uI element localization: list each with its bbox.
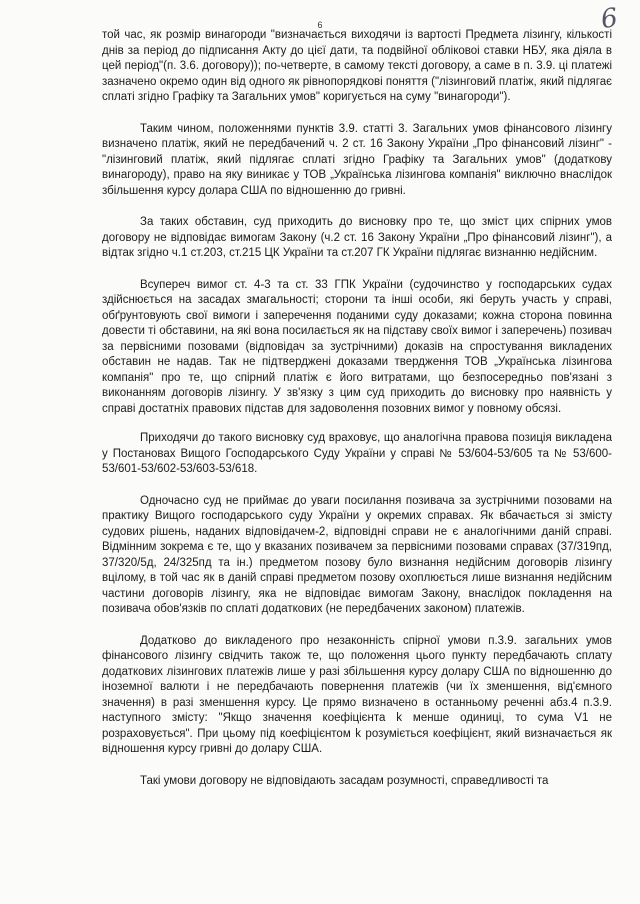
paragraph-burden-of-proof: Всупереч вимог ст. 4-3 та ст. 33 ГПК України (судочинство у господарських судах здійснюється на засадах змагальності; сторони та інші особи, які беруть участь у справі, обґрунтовують свої вимоги і заперечення поданими суду доказами; кожна сторона повинна довести ті обставини, на які вона посилається як на підставу своїх вимог і заперечень) позивач за первісними позовами (відповідач за зустрічними) доказів на спростування викладених обставин не надав. Так не підтверджені доказами твердження ТОВ „Українська лізингова компанія" про те, що спірний платіж є його витратами, що безпосередньо пов'язані з виконанням договорів лізингу. У зв'язку з цим суд приходить до висновку про наявність у справі достатніх правових підстав для задоволення позовних вимог у повному обсязі. <box>102 278 612 415</box>
paragraph-counterclaim-practice: Одночасно суд не приймає до уваги посилання позивача за зустрічними позовами на практику Вищого господарського суду України у окремих справах. Як вбачається зі змісту судових рішень, наданих відповідачем-2, відповідні справи не є аналогічними даній справі. Відмінним зокрема є те, що у вказаних позивачем за первісними позовами справах (37/319пд, 37/320/5д, 24/325пд та ін.) предметом позову було визнання недійсним договорів лізингу вцілому, в той час як в даній справі предметом позову охоплюється лише визнання недійсним частини договорів лізингу, яка не відповідає вимогам Закону, внаслідок покладення на позивача обов'язків по сплаті додаткових (не передбачених законом) платежів. <box>102 494 612 615</box>
paragraph-legal-position: Приходячи до такого висновку суд враховує, що аналогічна правова позиція викладена у Постановах Вищого Господарського Суду України у справі № 53/604-53/605 та № 53/600-53/601-53/602-53/603-53/618. <box>102 432 612 475</box>
page-number: 6 <box>317 20 323 30</box>
paragraph-continuation: той час, як розмір винагороди "визначається виходячи із вартості Предмета лізингу, кількості днів за період до підписання Акту до цієї дати, та подвійної обліковоі ставки НБУ, яка діяла в цей період"(п. 3.6. договору)); по-четверте, в самому тексті договору, а саме в п. 3.9. ці платежі зазначено окремо один від одного як рівнопорядкові поняття ("лізинговий платіж, який підлягає сплаті згідно Графіку та Загальних умов" коригується на суму "винагороди"). <box>102 29 612 103</box>
paragraph-additional-illegality: Додатково до викладеного про незаконність спірної умови п.3.9. загальних умов фінансового лізингу свідчить також те, що положення цього пункту передбачають сплату додаткових лізингових платежів лише у разі збільшення курсу долару США по відношенню до іноземної валюти і не передбачають повернення платежів (чи їх зменшення, від'ємного значення) в разі зменшення курсу. Це прямо визначено в останньому реченні абз.4 п.3.9. наступного змісту: "Якщо значення коефіцієнта k менше одиниці, то сума V1 не розраховується". При цьому під коефіцієнтом k розуміється коефіцієнт, який визначається як відношення курсу гривні до долару США. <box>102 634 612 755</box>
paragraph-conclusion-payment: Таким чином, положеннями пунктів 3.9. статті 3. Загальних умов фінансового лізингу визначено платіж, який не передбачений ч. 2 ст. 16 Закону України „Про фінансовий лізинг" - "лізинговий платіж, який підлягає сплаті згідно Графіку та Загальних умов" (додаткову винагороду), право на яку виникає у ТОВ „Українська лізингова компанія" виключно внаслідок збільшення курсу долара США по відношенню до гривні. <box>102 122 612 197</box>
document-body <box>102 28 612 789</box>
handwritten-page-mark: 6 <box>599 2 621 36</box>
paragraph-court-finding: За таких обставин, суд приходить до висновку про те, що зміст цих спірних умов договору не відповідає вимогам Закону (ч.2 ст. 16 Закону України „Про фінансовий лізинг"), а відтак згідно ч.1 ст.203, ст.215 ЦК України та ст.207 ГК України підлягає визнанню недійсним. <box>102 216 612 259</box>
paragraph-final-fragment: Такі умови договору не відповідають засадам розумності, справедливості та <box>140 774 549 787</box>
